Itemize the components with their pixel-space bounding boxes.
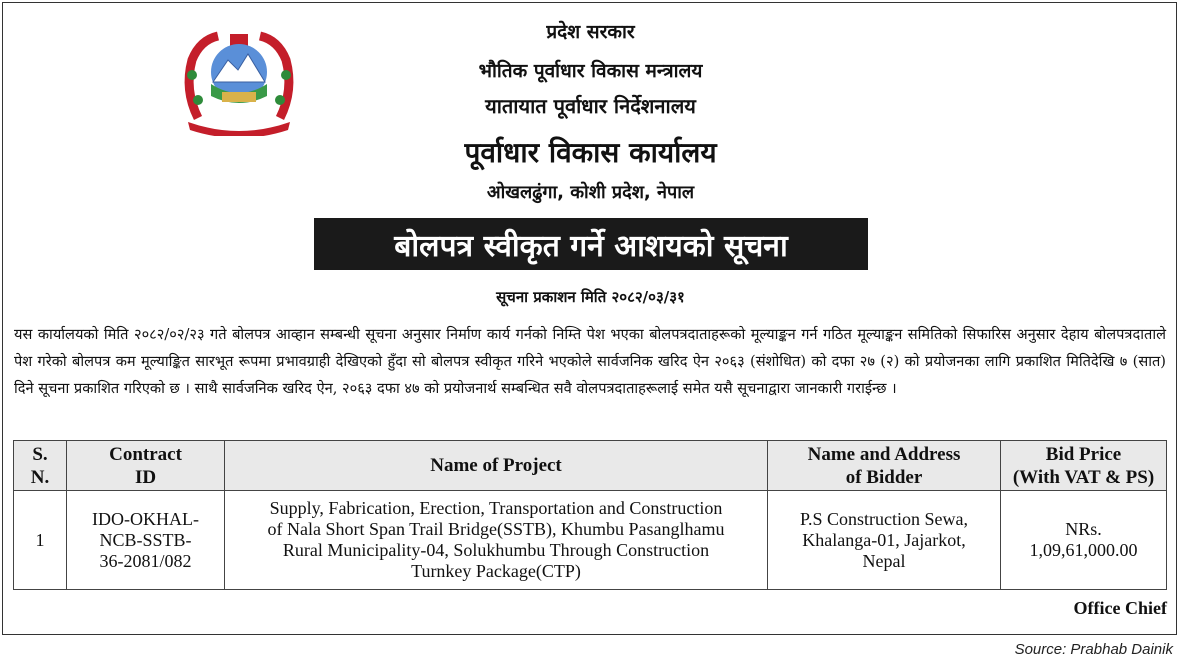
bid-table bbox=[13, 440, 1167, 590]
cell-project: Supply, Fabrication, Erection, Transportation and Construction of Nala Short Span Trail Bridge(SSTB), Khumbu Pasanglhamu Rural Municipality-04, Solukhumbu Through Construction Turnkey Package(CTP) bbox=[225, 491, 768, 590]
cell-bidder: P.S Construction Sewa, Khalanga-01, Jajarkot, Nepal bbox=[768, 491, 1001, 590]
cell-bid-price: NRs. 1,09,61,000.00 bbox=[1001, 491, 1167, 590]
cell-sn: 1 bbox=[14, 491, 67, 590]
source-credit: Source: Prabhab Dainik bbox=[1014, 641, 1173, 658]
directorate-title: यातायात पूर्वाधार निर्देशनालय bbox=[485, 94, 696, 118]
notice-body: यस कार्यालयको मिति २०८२/०२/२३ गते बोलपत्र आव्हान सम्बन्धी सूचना अनुसार निर्माण कार्य गर्नको निम्ति पेश भएका बोलपत्रदाताहरूको मूल्याङ्कन गर्न गठित मूल्याङ्कन समितिको सिफारिस अनुसार देहाय बोलपत्रदाताले पेश गरेको बोलपत्र कम मूल्याङ्कित सारभूत रूपमा प्रभावग्राही देखिएको हुँदा सो बोलपत्र स्वीकृत गरिने भएकोले सार्वजनिक खरिद ऐन २०६३ (संशोधित) को दफा २७ (२) को प्रयोजनका लागि प्रकाशित मितिदेखि ७ (सात) दिने सूचना प्रकाशित गरिएको छ । साथै सार्वजनिक खरिद ऐन, २०६३ दफा ४७ को प्रयोजनार्थ सम्बन्धित सवै वोलपत्रदाताहरूलाई समेत यसै सूचनाद्वारा जानकारी गराईन्छ । bbox=[14, 326, 1166, 397]
table-header-row bbox=[14, 441, 1167, 491]
ministry-title: भौतिक पूर्वाधार विकास मन्त्रालय bbox=[478, 60, 703, 82]
publication-date: सूचना प्रकाशन मिति २०८२/०३/३१ bbox=[496, 288, 685, 306]
header-contract-id: Contract ID bbox=[67, 441, 225, 491]
header-sn: S. N. bbox=[14, 441, 67, 491]
office-address: ओखलढुंगा, कोशी प्रदेश, नेपाल bbox=[486, 182, 695, 203]
header-bidder: Name and Address of Bidder bbox=[768, 441, 1001, 491]
government-title: प्रदेश सरकार bbox=[546, 21, 635, 43]
office-title: पूर्वाधार विकास कार्यालय bbox=[464, 136, 717, 169]
nepal-government-emblem-icon bbox=[178, 30, 300, 136]
header-project: Name of Project bbox=[225, 441, 768, 491]
notice-banner-text: बोलपत्र स्वीकृत गर्ने आशयको सूचना bbox=[394, 228, 788, 264]
table-row bbox=[14, 491, 1167, 590]
signature-office-chief: Office Chief bbox=[1073, 598, 1167, 618]
notice-banner bbox=[314, 218, 868, 270]
cell-contract-id: IDO-OKHAL- NCB-SSTB- 36-2081/082 bbox=[67, 491, 225, 590]
header-bid-price: Bid Price (With VAT & PS) bbox=[1001, 441, 1167, 491]
